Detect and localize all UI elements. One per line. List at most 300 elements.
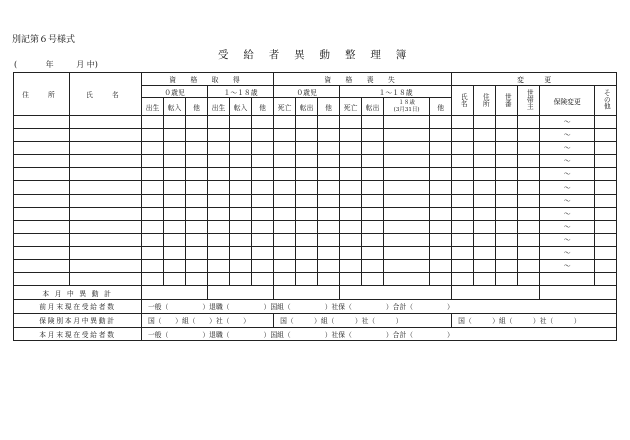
summary-cell[interactable] <box>540 286 617 300</box>
data-cell[interactable] <box>274 181 296 194</box>
data-cell[interactable] <box>14 246 70 259</box>
data-cell[interactable] <box>518 246 540 259</box>
data-cell[interactable] <box>252 129 274 142</box>
data-cell[interactable] <box>70 260 142 273</box>
data-cell[interactable] <box>142 194 164 207</box>
data-cell[interactable] <box>142 246 164 259</box>
data-cell[interactable] <box>318 168 340 181</box>
data-cell[interactable] <box>252 194 274 207</box>
data-cell[interactable] <box>452 207 474 220</box>
data-cell[interactable] <box>496 207 518 220</box>
data-cell[interactable] <box>595 155 617 168</box>
data-cell[interactable] <box>384 207 430 220</box>
data-cell[interactable] <box>340 142 362 155</box>
data-cell[interactable] <box>474 273 496 286</box>
data-cell[interactable] <box>362 155 384 168</box>
data-cell[interactable] <box>340 194 362 207</box>
data-cell[interactable] <box>252 233 274 246</box>
data-cell[interactable] <box>230 142 252 155</box>
data-cell[interactable] <box>70 273 142 286</box>
data-cell[interactable] <box>164 155 186 168</box>
data-cell[interactable] <box>274 273 296 286</box>
summary-by-insurance-change[interactable]: 国（ ）組（ ）社（ ） <box>452 313 617 327</box>
data-cell[interactable] <box>540 233 595 246</box>
data-cell[interactable] <box>318 220 340 233</box>
data-cell[interactable] <box>430 207 452 220</box>
data-cell[interactable] <box>164 220 186 233</box>
data-cell[interactable] <box>318 246 340 259</box>
summary-cell[interactable] <box>208 286 274 300</box>
data-cell[interactable] <box>70 155 142 168</box>
data-cell[interactable] <box>362 181 384 194</box>
data-cell[interactable] <box>186 155 208 168</box>
data-cell[interactable] <box>14 142 70 155</box>
data-cell[interactable] <box>384 116 430 129</box>
data-cell[interactable] <box>208 233 230 246</box>
data-cell[interactable] <box>164 142 186 155</box>
data-cell[interactable] <box>540 155 595 168</box>
data-cell[interactable] <box>186 207 208 220</box>
data-cell[interactable] <box>362 246 384 259</box>
data-cell[interactable] <box>540 168 595 181</box>
data-cell[interactable] <box>518 116 540 129</box>
data-cell[interactable] <box>318 233 340 246</box>
data-cell[interactable] <box>274 168 296 181</box>
data-cell[interactable] <box>296 129 318 142</box>
data-cell[interactable] <box>14 155 70 168</box>
data-cell[interactable] <box>518 207 540 220</box>
data-cell[interactable] <box>595 233 617 246</box>
summary-prev-month-content[interactable]: 一般（ ）退職（ ）国組（ ）社保（ ）合計（ ） <box>142 300 617 314</box>
data-cell[interactable] <box>296 181 318 194</box>
data-cell[interactable] <box>452 155 474 168</box>
data-cell[interactable] <box>186 246 208 259</box>
data-cell[interactable] <box>274 233 296 246</box>
data-cell[interactable] <box>518 220 540 233</box>
data-cell[interactable] <box>70 233 142 246</box>
data-cell[interactable] <box>252 220 274 233</box>
data-cell[interactable] <box>595 246 617 259</box>
data-cell[interactable] <box>318 181 340 194</box>
data-cell[interactable] <box>452 246 474 259</box>
data-cell[interactable] <box>430 260 452 273</box>
data-cell[interactable] <box>274 260 296 273</box>
data-cell[interactable] <box>230 207 252 220</box>
data-cell[interactable] <box>14 116 70 129</box>
tilde-mark: ～ <box>563 131 571 140</box>
data-cell[interactable] <box>362 116 384 129</box>
data-cell[interactable] <box>70 116 142 129</box>
data-cell[interactable] <box>252 260 274 273</box>
data-cell[interactable] <box>230 194 252 207</box>
data-cell[interactable] <box>496 116 518 129</box>
data-cell[interactable] <box>70 142 142 155</box>
data-cell[interactable] <box>14 233 70 246</box>
data-cell[interactable] <box>518 273 540 286</box>
data-cell[interactable] <box>340 207 362 220</box>
data-cell[interactable] <box>452 233 474 246</box>
data-cell[interactable] <box>474 207 496 220</box>
data-cell[interactable] <box>496 260 518 273</box>
data-cell[interactable] <box>518 194 540 207</box>
data-cell[interactable] <box>496 246 518 259</box>
data-cell[interactable] <box>296 142 318 155</box>
data-cell[interactable] <box>384 142 430 155</box>
data-cell[interactable] <box>362 260 384 273</box>
summary-cell[interactable] <box>340 286 452 300</box>
tilde-mark: ～ <box>563 118 571 127</box>
data-cell[interactable] <box>274 246 296 259</box>
data-cell[interactable] <box>164 246 186 259</box>
data-cell[interactable] <box>186 116 208 129</box>
data-cell[interactable] <box>252 155 274 168</box>
data-cell[interactable] <box>14 220 70 233</box>
data-cell[interactable] <box>186 260 208 273</box>
data-cell[interactable] <box>318 207 340 220</box>
data-cell[interactable] <box>474 233 496 246</box>
data-cell[interactable] <box>452 220 474 233</box>
data-cell[interactable] <box>452 142 474 155</box>
data-cell[interactable] <box>186 129 208 142</box>
data-cell[interactable] <box>384 168 430 181</box>
data-cell[interactable] <box>474 181 496 194</box>
data-cell[interactable] <box>164 273 186 286</box>
data-cell[interactable] <box>518 155 540 168</box>
data-cell[interactable] <box>430 273 452 286</box>
data-cell[interactable] <box>186 220 208 233</box>
table-row <box>14 155 617 168</box>
data-cell[interactable] <box>540 129 595 142</box>
data-cell[interactable] <box>518 233 540 246</box>
data-cell[interactable] <box>142 260 164 273</box>
data-cell[interactable] <box>362 273 384 286</box>
data-cell[interactable] <box>496 273 518 286</box>
data-cell[interactable] <box>340 155 362 168</box>
summary-cell[interactable] <box>452 286 540 300</box>
data-cell[interactable] <box>208 155 230 168</box>
data-cell[interactable] <box>164 116 186 129</box>
data-cell[interactable] <box>452 260 474 273</box>
data-cell[interactable] <box>230 116 252 129</box>
loss-age1-move-out: 転出 <box>362 98 384 116</box>
data-cell[interactable] <box>252 181 274 194</box>
data-cell[interactable] <box>274 220 296 233</box>
data-cell[interactable] <box>274 129 296 142</box>
data-cell[interactable] <box>14 194 70 207</box>
data-cell[interactable] <box>362 168 384 181</box>
data-cell[interactable] <box>296 116 318 129</box>
data-cell[interactable] <box>430 246 452 259</box>
data-cell[interactable] <box>340 246 362 259</box>
data-cell[interactable] <box>208 129 230 142</box>
data-cell[interactable] <box>384 260 430 273</box>
data-cell[interactable] <box>430 168 452 181</box>
data-cell[interactable] <box>496 155 518 168</box>
data-cell[interactable] <box>274 116 296 129</box>
data-cell[interactable] <box>452 194 474 207</box>
tilde-mark: ～ <box>563 144 571 153</box>
data-cell[interactable] <box>518 142 540 155</box>
data-cell[interactable] <box>296 194 318 207</box>
data-cell[interactable] <box>540 181 595 194</box>
data-cell[interactable] <box>430 155 452 168</box>
data-cell[interactable] <box>186 181 208 194</box>
data-cell[interactable] <box>318 129 340 142</box>
data-cell[interactable] <box>142 207 164 220</box>
data-cell[interactable] <box>230 260 252 273</box>
data-cell[interactable] <box>142 168 164 181</box>
data-cell[interactable] <box>595 207 617 220</box>
data-cell[interactable] <box>252 142 274 155</box>
data-cell[interactable] <box>208 273 230 286</box>
data-cell[interactable] <box>362 207 384 220</box>
data-cell[interactable] <box>540 142 595 155</box>
data-cell[interactable] <box>430 220 452 233</box>
summary-current-month-content[interactable]: 一般（ ）退職（ ）国組（ ）社保（ ）合計（ ） <box>142 327 617 341</box>
data-cell[interactable] <box>362 220 384 233</box>
data-cell[interactable] <box>496 129 518 142</box>
data-cell[interactable] <box>14 129 70 142</box>
data-cell[interactable] <box>430 129 452 142</box>
data-cell[interactable] <box>14 207 70 220</box>
table-row <box>14 168 617 181</box>
data-cell[interactable] <box>384 194 430 207</box>
data-cell[interactable] <box>474 116 496 129</box>
data-cell[interactable] <box>340 168 362 181</box>
data-cell[interactable] <box>186 233 208 246</box>
data-cell[interactable] <box>318 260 340 273</box>
summary-cell[interactable] <box>274 286 340 300</box>
data-cell[interactable] <box>430 181 452 194</box>
data-cell[interactable] <box>252 273 274 286</box>
data-cell[interactable] <box>296 155 318 168</box>
data-cell[interactable] <box>296 207 318 220</box>
data-cell[interactable] <box>452 116 474 129</box>
data-cell[interactable] <box>14 181 70 194</box>
data-cell[interactable] <box>208 142 230 155</box>
data-cell[interactable] <box>474 246 496 259</box>
data-cell[interactable] <box>230 246 252 259</box>
data-cell[interactable] <box>186 142 208 155</box>
data-cell[interactable] <box>595 220 617 233</box>
table-row <box>14 129 617 142</box>
data-cell[interactable] <box>70 246 142 259</box>
data-cell[interactable] <box>496 194 518 207</box>
data-cell[interactable] <box>340 220 362 233</box>
data-cell[interactable] <box>208 246 230 259</box>
data-cell[interactable] <box>384 129 430 142</box>
data-cell[interactable] <box>164 181 186 194</box>
data-cell[interactable] <box>474 155 496 168</box>
data-cell[interactable] <box>496 233 518 246</box>
table-row <box>14 142 617 155</box>
data-cell[interactable] <box>318 155 340 168</box>
data-cell[interactable] <box>318 142 340 155</box>
data-cell[interactable] <box>595 142 617 155</box>
data-cell[interactable] <box>384 155 430 168</box>
data-cell[interactable] <box>142 273 164 286</box>
data-cell[interactable] <box>340 116 362 129</box>
change-other-header: その他 <box>595 86 617 116</box>
data-cell[interactable] <box>230 129 252 142</box>
header-loss: 資 格 喪 失 <box>274 73 452 86</box>
data-cell[interactable] <box>595 194 617 207</box>
data-cell[interactable] <box>540 273 595 286</box>
data-cell[interactable] <box>540 246 595 259</box>
data-cell[interactable] <box>208 260 230 273</box>
data-cell[interactable] <box>318 273 340 286</box>
acq-age1-move-in: 転入 <box>230 98 252 116</box>
data-cell[interactable] <box>540 207 595 220</box>
data-cell[interactable] <box>208 194 230 207</box>
data-cell[interactable] <box>540 260 595 273</box>
summary-month-changes-label: 本 月 中 異 動 計 <box>14 286 142 300</box>
data-cell[interactable] <box>318 194 340 207</box>
data-cell[interactable] <box>230 220 252 233</box>
data-cell[interactable] <box>142 129 164 142</box>
data-cell[interactable] <box>252 116 274 129</box>
acq-age0-move-in: 転入 <box>164 98 186 116</box>
tilde-mark: ～ <box>563 248 571 257</box>
data-cell[interactable] <box>70 168 142 181</box>
data-cell[interactable] <box>296 220 318 233</box>
data-cell[interactable] <box>164 260 186 273</box>
data-cell[interactable] <box>518 260 540 273</box>
data-cell[interactable] <box>384 273 430 286</box>
data-cell[interactable] <box>384 220 430 233</box>
data-cell[interactable] <box>230 233 252 246</box>
data-cell[interactable] <box>430 116 452 129</box>
data-cell[interactable] <box>496 220 518 233</box>
data-cell[interactable] <box>518 129 540 142</box>
data-cell[interactable] <box>164 233 186 246</box>
summary-by-insurance-loss[interactable]: 国（ ）組（ ）社（ ） <box>274 313 452 327</box>
data-cell[interactable] <box>496 168 518 181</box>
data-cell[interactable] <box>164 168 186 181</box>
data-cell[interactable] <box>474 129 496 142</box>
data-cell[interactable] <box>474 168 496 181</box>
data-cell[interactable] <box>362 142 384 155</box>
data-cell[interactable] <box>430 233 452 246</box>
data-cell[interactable] <box>230 155 252 168</box>
data-cell[interactable] <box>595 168 617 181</box>
data-cell[interactable] <box>474 220 496 233</box>
data-cell[interactable] <box>452 129 474 142</box>
data-cell[interactable] <box>164 194 186 207</box>
data-cell[interactable] <box>452 168 474 181</box>
data-cell[interactable] <box>252 207 274 220</box>
data-cell[interactable] <box>70 181 142 194</box>
register-table <box>13 72 617 341</box>
data-cell[interactable] <box>384 246 430 259</box>
data-cell[interactable] <box>252 246 274 259</box>
data-cell[interactable] <box>540 220 595 233</box>
data-cell[interactable] <box>340 129 362 142</box>
data-cell[interactable] <box>142 116 164 129</box>
data-cell[interactable] <box>142 155 164 168</box>
data-cell[interactable] <box>296 233 318 246</box>
data-cell[interactable] <box>274 194 296 207</box>
data-cell[interactable] <box>595 116 617 129</box>
data-cell[interactable] <box>540 116 595 129</box>
data-cell[interactable] <box>296 273 318 286</box>
data-cell[interactable] <box>518 181 540 194</box>
data-cell[interactable] <box>595 260 617 273</box>
data-cell[interactable] <box>595 129 617 142</box>
data-cell[interactable] <box>208 220 230 233</box>
summary-by-insurance-acquisition[interactable]: 国（ ）組（ ）社（ ） <box>142 313 274 327</box>
data-cell[interactable] <box>296 260 318 273</box>
data-cell[interactable] <box>142 142 164 155</box>
data-cell[interactable] <box>14 260 70 273</box>
data-cell[interactable] <box>474 194 496 207</box>
data-cell[interactable] <box>230 273 252 286</box>
data-cell[interactable] <box>474 142 496 155</box>
data-cell[interactable] <box>208 207 230 220</box>
data-cell[interactable] <box>70 220 142 233</box>
data-cell[interactable] <box>340 233 362 246</box>
data-cell[interactable] <box>186 194 208 207</box>
data-cell[interactable] <box>164 207 186 220</box>
data-cell[interactable] <box>274 142 296 155</box>
data-cell[interactable] <box>384 233 430 246</box>
data-cell[interactable] <box>274 207 296 220</box>
data-cell[interactable] <box>474 260 496 273</box>
data-cell[interactable] <box>340 260 362 273</box>
data-cell[interactable] <box>496 181 518 194</box>
data-cell[interactable] <box>70 129 142 142</box>
data-cell[interactable] <box>362 233 384 246</box>
data-cell[interactable] <box>362 194 384 207</box>
data-cell[interactable] <box>142 220 164 233</box>
data-cell[interactable] <box>340 273 362 286</box>
data-cell[interactable] <box>296 246 318 259</box>
data-cell[interactable] <box>274 155 296 168</box>
data-cell[interactable] <box>186 273 208 286</box>
data-cell[interactable] <box>384 181 430 194</box>
data-cell[interactable] <box>540 194 595 207</box>
data-cell[interactable] <box>318 116 340 129</box>
data-cell[interactable] <box>164 129 186 142</box>
data-cell[interactable] <box>496 142 518 155</box>
data-cell[interactable] <box>14 273 70 286</box>
data-cell[interactable] <box>452 181 474 194</box>
data-cell[interactable] <box>230 168 252 181</box>
data-cell[interactable] <box>14 168 70 181</box>
data-cell[interactable] <box>70 194 142 207</box>
data-cell[interactable] <box>186 168 208 181</box>
data-cell[interactable] <box>208 181 230 194</box>
data-cell[interactable] <box>452 273 474 286</box>
data-cell[interactable] <box>518 168 540 181</box>
data-cell[interactable] <box>430 142 452 155</box>
data-cell[interactable] <box>296 168 318 181</box>
loss-age1to18: １～１８歳 <box>340 86 452 98</box>
data-cell[interactable] <box>252 168 274 181</box>
data-cell[interactable] <box>230 181 252 194</box>
data-cell[interactable] <box>142 233 164 246</box>
data-cell[interactable] <box>595 273 617 286</box>
data-cell[interactable] <box>208 116 230 129</box>
data-cell[interactable] <box>430 194 452 207</box>
data-cell[interactable] <box>142 181 164 194</box>
data-cell[interactable] <box>362 129 384 142</box>
data-cell[interactable] <box>595 181 617 194</box>
summary-cell[interactable] <box>142 286 208 300</box>
data-cell[interactable] <box>70 207 142 220</box>
data-cell[interactable] <box>340 181 362 194</box>
data-cell[interactable] <box>208 168 230 181</box>
